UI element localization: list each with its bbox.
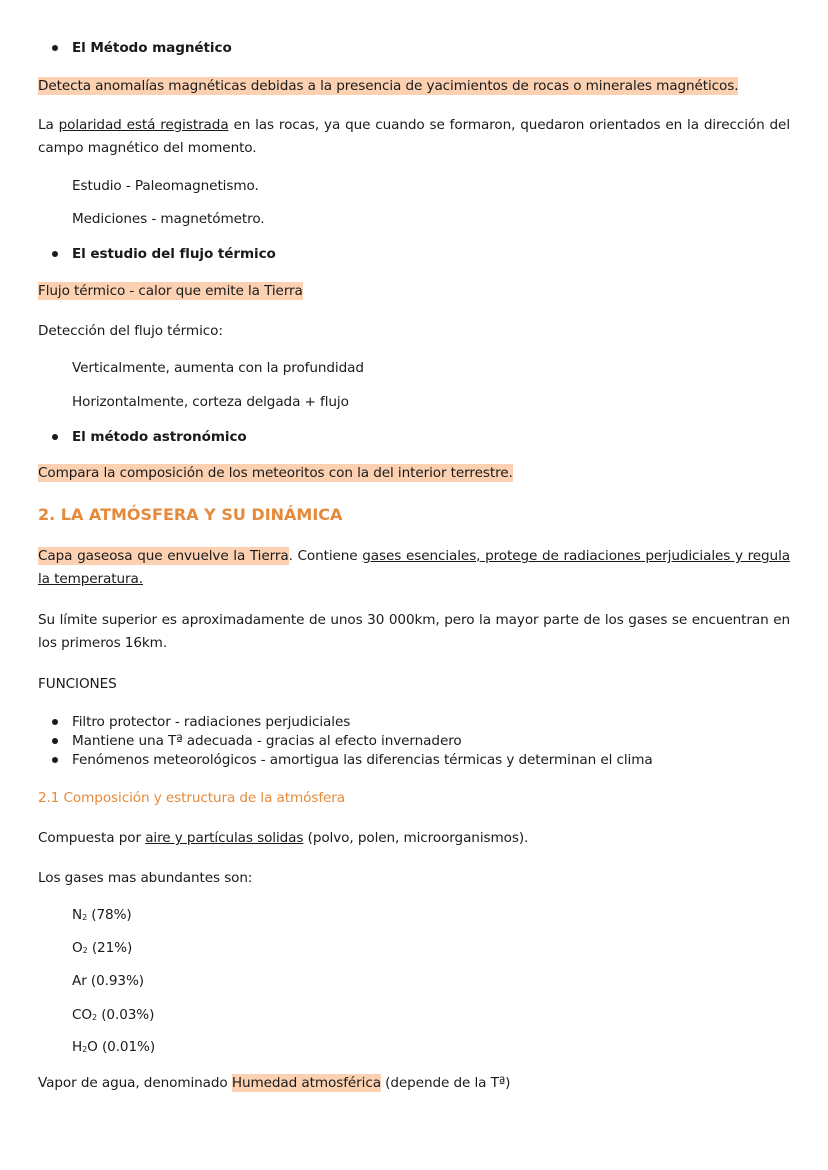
gas-item-o2 [72,939,132,960]
paragraph-capa-gaseosa [38,545,790,591]
gas-formula: CO [72,1007,92,1023]
paragraph-polaridad [38,114,790,160]
bullet-heading-metodo-astronomico: El método astronómico [72,429,247,445]
highlight-flujo: Flujo térmico - calor que emite la Tierra [38,283,303,299]
paragraph-compuesta [38,829,528,847]
subsection-heading-composicion: 2.1 Composición y estructura de la atmósfera [38,790,346,806]
highlighted-definition-flujo [38,282,303,300]
label-funciones: FUNCIONES [38,676,117,692]
underlined-polaridad: polaridad está registrada [58,117,229,133]
bullet-heading-metodo-magnetico: El Método magnético [72,40,232,56]
highlight-magnetico: Detecta anomalías magnéticas debidas a la presencia de yacimientos de rocas o minerales magnéticos. [38,78,739,94]
gas-formula: Ar (0.93%) [72,973,145,989]
line-deteccion: Detección del flujo térmico: [38,323,223,339]
gas-percent: (21%) [87,940,133,956]
gas-formula: O [72,940,83,956]
gas-formula: N [72,907,83,923]
paragraph-limite-superior: Su límite superior es aproximadamente de unos 30 000km, pero la mayor parte de los gases se encuentran en los primeros 16km. [38,612,790,651]
underlined-gases-esenciales: gases esenciales, protege de radiaciones perjudiciales y regula la temperatura. [38,548,790,587]
bullet-heading-flujo-termico: El estudio del flujo térmico [72,246,276,262]
list-item-funcion: Filtro protector - radiaciones perjudiciales [72,714,351,730]
gas-item-ar [72,972,144,990]
line-horizontalmente: Horizontalmente, corteza delgada + flujo [72,394,349,410]
section-heading-atmosfera: 2. LA ATMÓSFERA Y SU DINÁMICA [38,505,343,524]
line-estudio: Estudio - Paleomagnetismo. [72,178,259,194]
gas-item-n2 [72,906,132,927]
gas-subscript: 2 [82,913,88,922]
paragraph-compuesta-end: (polvo, polen, microorganismos). [303,830,529,846]
highlight-capa-gaseosa: Capa gaseosa que envuelve la Tierra [38,548,289,564]
underlined-aire-particulas: aire y partículas solidas [145,830,304,846]
paragraph-compuesta-start: Compuesta por [38,830,146,846]
paragraph-vapor-end: (depende de la Tª) [380,1075,511,1091]
line-verticalmente: Verticalmente, aumenta con la profundidad [72,360,364,376]
highlighted-definition-astro [38,464,513,482]
highlight-astro: Compara la composición de los meteoritos con la del interior terrestre. [38,465,513,481]
gas-subscript: 2 [92,1013,97,1022]
list-item-funcion: Fenómenos meteorológicos - amortigua las diferencias térmicas y determinan el clima [72,752,653,768]
gas-percent: (0.03%) [97,1007,155,1023]
list-item-funcion: Mantiene una Tª adecuada - gracias al efecto invernadero [72,733,462,749]
gas-formula: H [72,1039,83,1055]
paragraph-capa-mid: . Contiene [288,548,363,564]
paragraph-polaridad-start: La [38,117,59,133]
gas-item-co2 [72,1006,154,1027]
gas-subscript: 2 [82,946,88,955]
paragraph-vapor-start: Vapor de agua, denominado [38,1075,232,1091]
gas-percent: O (0.01%) [87,1039,156,1055]
line-gases-intro: Los gases mas abundantes son: [38,870,253,886]
highlight-humedad: Humedad atmosférica [231,1075,381,1091]
line-mediciones: Mediciones - magnetómetro. [72,211,265,227]
gas-percent: (78%) [87,907,132,923]
gas-subscript: 2 [82,1045,88,1054]
gas-item-h2o [72,1038,155,1059]
paragraph-polaridad-end: en las rocas, ya que cuando se formaron, quedaron orientados en la dirección del campo magnético del momento. [38,117,790,156]
paragraph-vapor-agua [38,1074,510,1092]
highlighted-definition-magnetico [38,77,738,95]
